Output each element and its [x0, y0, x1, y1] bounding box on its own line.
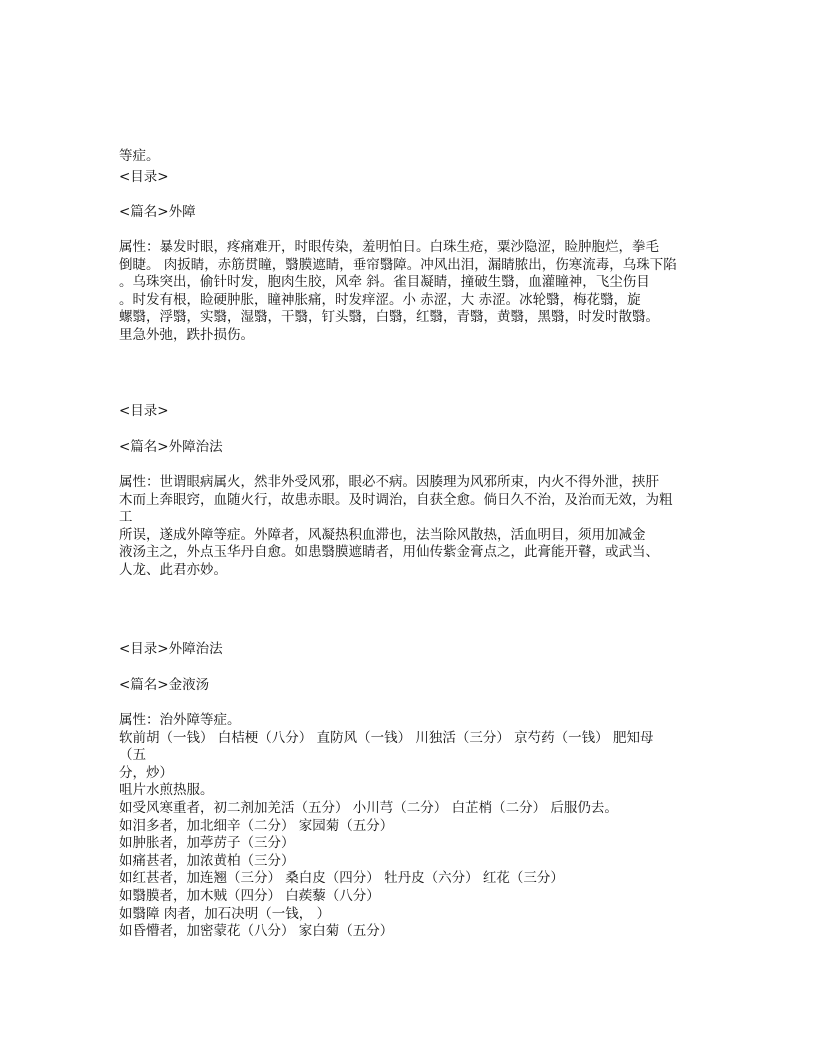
body-line: 属性：治外障等症。: [119, 712, 241, 728]
body-line: 咀片水煎热服。: [119, 782, 214, 799]
body-line: 分，炒）: [119, 764, 173, 781]
body-line: 所误，遂成外障等症。外障者，风凝热积血滞也，法当除风散热，活血明目，须用加减金: [119, 526, 646, 543]
body-line: 液汤主之，外点玉华丹自愈。如患翳膜遮睛者，用仙传紫金膏点之，此膏能开瞽，或武当、: [119, 544, 659, 561]
body-line: 。时发有根，睑硬肿胀，瞳神胀痛，时发痒涩。小 赤涩，大 赤涩。冰轮翳，梅花翳，旋: [119, 291, 641, 308]
body-line: 如肿胀者，加葶苈子（三分）: [119, 835, 295, 852]
body-line: 如翳膜者，加木贼（四分） 白蒺藜（八分）: [119, 887, 380, 904]
body-line: 倒睫。 肉扳睛，赤筋贯瞳，翳膜遮睛，垂帘翳障。冲风出泪，漏睛脓出，伤寒流毒，乌珠下陷: [119, 256, 677, 273]
chapter-title: <篇名>金液汤: [119, 677, 210, 693]
body-line: 。乌珠突出，偷针时发，胞肉生胶，风牵 斜。雀目凝睛，撞破生翳，血灌瞳神，飞尘伤目: [119, 274, 650, 291]
body-line: （五: [119, 747, 146, 764]
toc-label: <目录>: [119, 403, 169, 419]
body-line: 螺翳，浮翳，实翳，湿翳，干翳，钉头翳，白翳，红翳，青翳，黄翳，黑翳，时发时散翳。: [119, 309, 659, 326]
section-body: [119, 712, 653, 941]
body-line: 属性：暴发时眼，疼痛难开，时眼传染，羞明怕日。白珠生疮，粟沙隐涩，睑肿胞烂，拳毛: [119, 239, 659, 255]
body-line: 工: [119, 509, 133, 526]
body-line: 如翳障 肉者，加石决明（一钱， ）: [119, 905, 331, 922]
body-line: 木而上奔眼窍，血随火行，故患赤眼。及时调治，自获全愈。倘日久不治，及治而无效，为粗: [119, 491, 673, 508]
chapter-title: <篇名>外障治法: [119, 439, 223, 455]
toc-label: <目录>: [119, 169, 169, 185]
body-line: 如痛甚者，加浓黄柏（三分）: [119, 852, 295, 869]
body-line: 人龙、此君亦妙。: [119, 561, 227, 578]
body-line: 属性：世谓眼病属火，然非外受风邪，眼必不病。因腠理为风邪所束，内火不得外泄，挟肝: [119, 474, 659, 490]
section-body: [119, 239, 677, 345]
intro-text: 等症。: [119, 148, 160, 164]
body-line: 如红甚者，加连翘（三分） 桑白皮（四分） 牡丹皮（六分） 红花（三分）: [119, 870, 564, 887]
chapter-title: <篇名>外障: [119, 204, 196, 220]
body-line: 软前胡（一钱） 白桔梗（八分） 直防风（一钱） 川独活（三分） 京芍药（一钱） 肥知母: [119, 729, 654, 746]
body-line: 如受风寒重者，初二剂加羌活（五分） 小川芎（二分） 白芷梢（二分） 后服仍去。: [119, 799, 618, 816]
body-line: 如昏懵者，加密蒙花（八分） 家白菊（五分）: [119, 923, 394, 940]
section-body: [119, 474, 673, 580]
toc-label: <目录>外障治法: [119, 641, 223, 657]
body-line: 里急外弛，跌扑损伤。: [119, 326, 254, 343]
body-line: 如泪多者，加北细辛（二分） 家园菊（五分）: [119, 817, 394, 834]
